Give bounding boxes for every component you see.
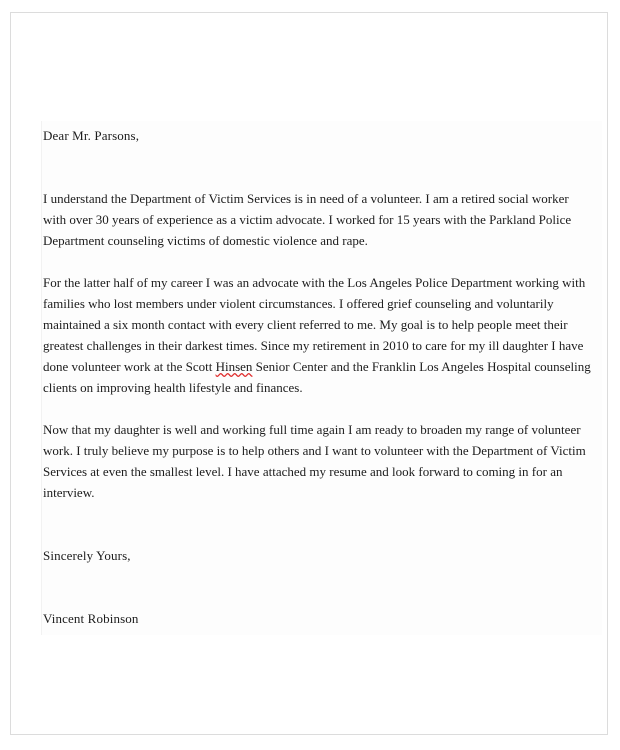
letter-paragraph-2 [43, 272, 595, 398]
spacer [43, 503, 595, 545]
spacer [43, 398, 595, 419]
letter-closing: Sincerely Yours, [43, 548, 131, 563]
spacer [43, 146, 595, 188]
paragraph-2-text-after: Senior Center and the Franklin Los Angeles Hospital counseling clients on improving health lifestyle and finances. [43, 359, 591, 395]
letter-signature-name: Vincent Robinson [43, 611, 139, 626]
misspelled-word[interactable]: Hinsen [215, 359, 253, 374]
spacer [43, 251, 595, 272]
paragraph-2-text-before: For the latter half of my career I was an advocate with the Los Angeles Police Department working with families who lost members under violent circumstances. I offered grief counseling and voluntarily maintained a six month contact with every client referred to me. My goal is to help people meet their greatest challenges in their darkest times. Since my retirement in 2010 to care for my ill daughter I have done volunteer work at the Scott [43, 275, 586, 374]
letter-paragraph-3: Now that my daughter is well and working full time again I am ready to broaden my range of volunteer work. I truly believe my purpose is to help others and I want to volunteer with the Department of Victim Services at even the smallest level. I have attached my resume and look forward to coming in for an interview. [43, 422, 586, 500]
document-page-frame [10, 12, 608, 735]
letter-salutation: Dear Mr. Parsons, [43, 128, 140, 143]
letter-body[interactable] [43, 125, 595, 629]
letter-paragraph-1: I understand the Department of Victim Services is in need of a volunteer. I am a retired social worker with over 30 years of experience as a victim advocate. I worked for 15 years with the Parkland Police Department counseling victims of domestic violence and rape. [43, 191, 572, 248]
spacer [43, 566, 595, 608]
